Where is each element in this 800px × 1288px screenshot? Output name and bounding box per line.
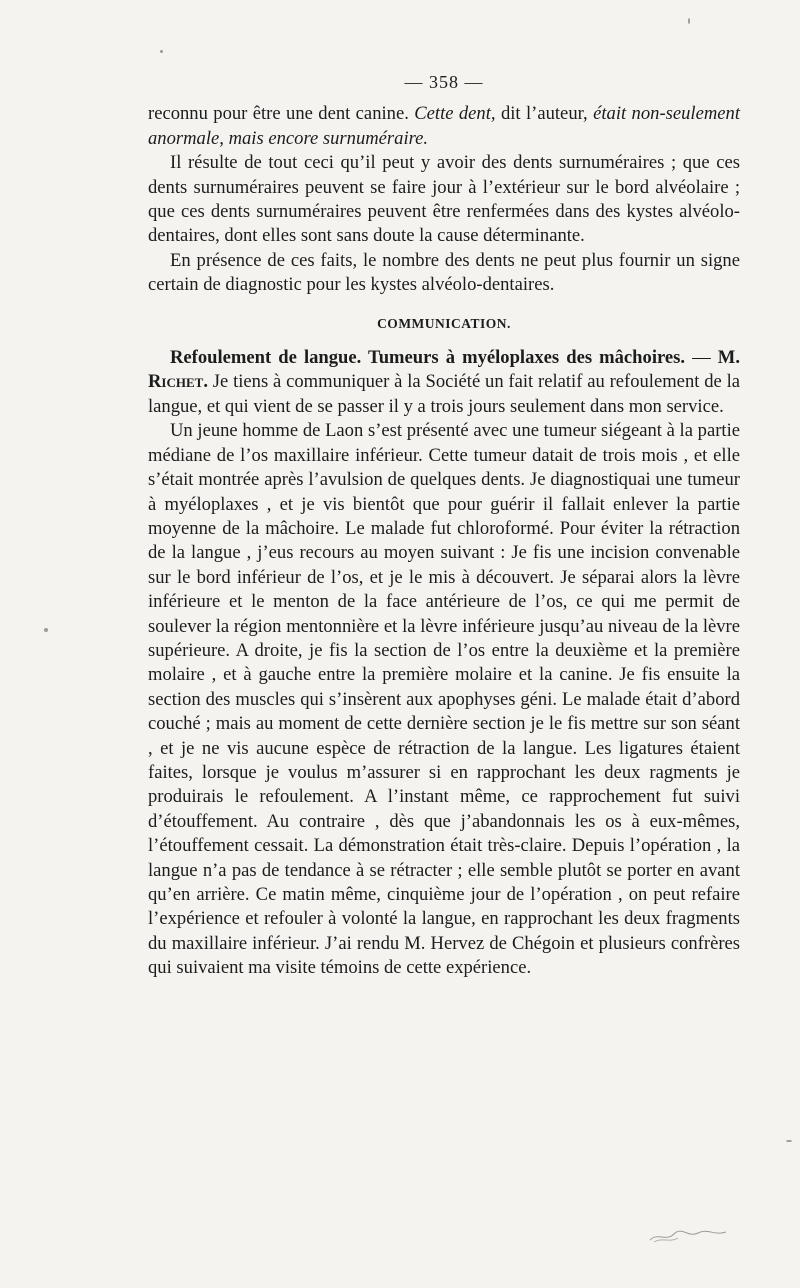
italic-quote: Cette dent, (414, 103, 496, 125)
ink-scribble (648, 1228, 728, 1244)
communication-title: Refoulement de langue. Tumeurs à myéloplaxes des mâchoires. (170, 347, 686, 369)
scan-speck (786, 1140, 792, 1142)
paragraph-text: dit l’auteur, (495, 103, 594, 125)
scan-speck (44, 628, 48, 632)
text-block (148, 70, 740, 981)
page-number: — 358 — (404, 72, 484, 92)
paragraph: Un jeune homme de Laon s’est présenté avec une tumeur siégeant à la partie médiane de l’os maxillaire inférieur. Cette tumeur datait de trois mois , et elle s’était montrée après l’avulsion de quelques dents. Je diagnostiquai une tumeur à myéloplaxes , et je vis bientôt que pour guérir il fallait enlever la partie moyenne de la mâchoire. Le malade fut chloroformé. Pour éviter la rétraction de la langue , j’eus recours au moyen suivant : Je fis une incision convenable sur le bord inférieur de l’os, et je le mis à découvert. Je séparai alors la lèvre inférieure et le menton de la face antérieure de l’os, ce qui me permit de soulever la région mentonnière et la lèvre inférieure jusqu’au niveau de la lèvre supérieure. A droite, je fis la section de l’os entre la deuxième et la première molaire , et à gauche entre la première molaire et la canine. Je fis ensuite la section des muscles qui s’insèrent aux apophyses géni. Le malade était d’abord couché ; mais au moment de cette dernière section je le fis mettre sur son séant , et je ne vis aucune espèce de rétraction de la langue. Les ligatures étaient faites, lorsque je voulus m’assurer si en rapprochant les deux ragments je produirais le refoulement. A l’instant même, ce rapprochement fut suivi d’étouffement. Au contraire , dès que j’abandonnais les os à eux-mêmes, l’étouffement cessait. La démonstration était très-claire. Depuis l’opération , la langue n’a pas de tendance à se rétracter ; elle semble plutôt se porter en avant qu’en arrière. Ce matin même, cinquième jour de l’opération , on peut refaire l’expérience et refouler à volonté la langue, en rapprochant les deux fragments du maxillaire inférieur. J’ai rendu M. Hervez de Chégoin et plusieurs confrères qui suivaient ma visite témoins de cette expérience. (148, 420, 740, 979)
paragraph-continuation (148, 102, 740, 151)
communication-paragraph (148, 346, 740, 419)
title-dash: — (685, 347, 718, 369)
italic-quote: était non-seulement anormale, mais encore surnuméraire. (148, 103, 740, 149)
paragraph-text: Je tiens à communiquer à la Société un fait relatif au refoulement de la langue, et qui vient de se passer il y a trois jours seulement dans mon service. (148, 371, 740, 417)
paragraph: En présence de ces faits, le nombre des dents ne peut plus fournir un signe certain de diagnostic pour les kystes alvéolo-dentaires. (148, 249, 740, 296)
speaker-name: M. Richet. (148, 347, 740, 393)
paragraph: Il résulte de tout ceci qu’il peut y avoir des dents surnuméraires ; que ces dents surnuméraires peuvent se faire jour à l’extérieur sur le bord alvéolaire ; que ces dents surnuméraires peuvent être renfermées dans des kystes alvéolo-dentaires, dont elles sont sans doute la cause déterminante. (148, 152, 740, 247)
scan-speck (688, 18, 690, 24)
section-heading: COMMUNICATION. (377, 315, 511, 331)
scan-speck (160, 50, 163, 53)
paragraph-text: reconnu pour être une dent canine. (148, 103, 415, 125)
